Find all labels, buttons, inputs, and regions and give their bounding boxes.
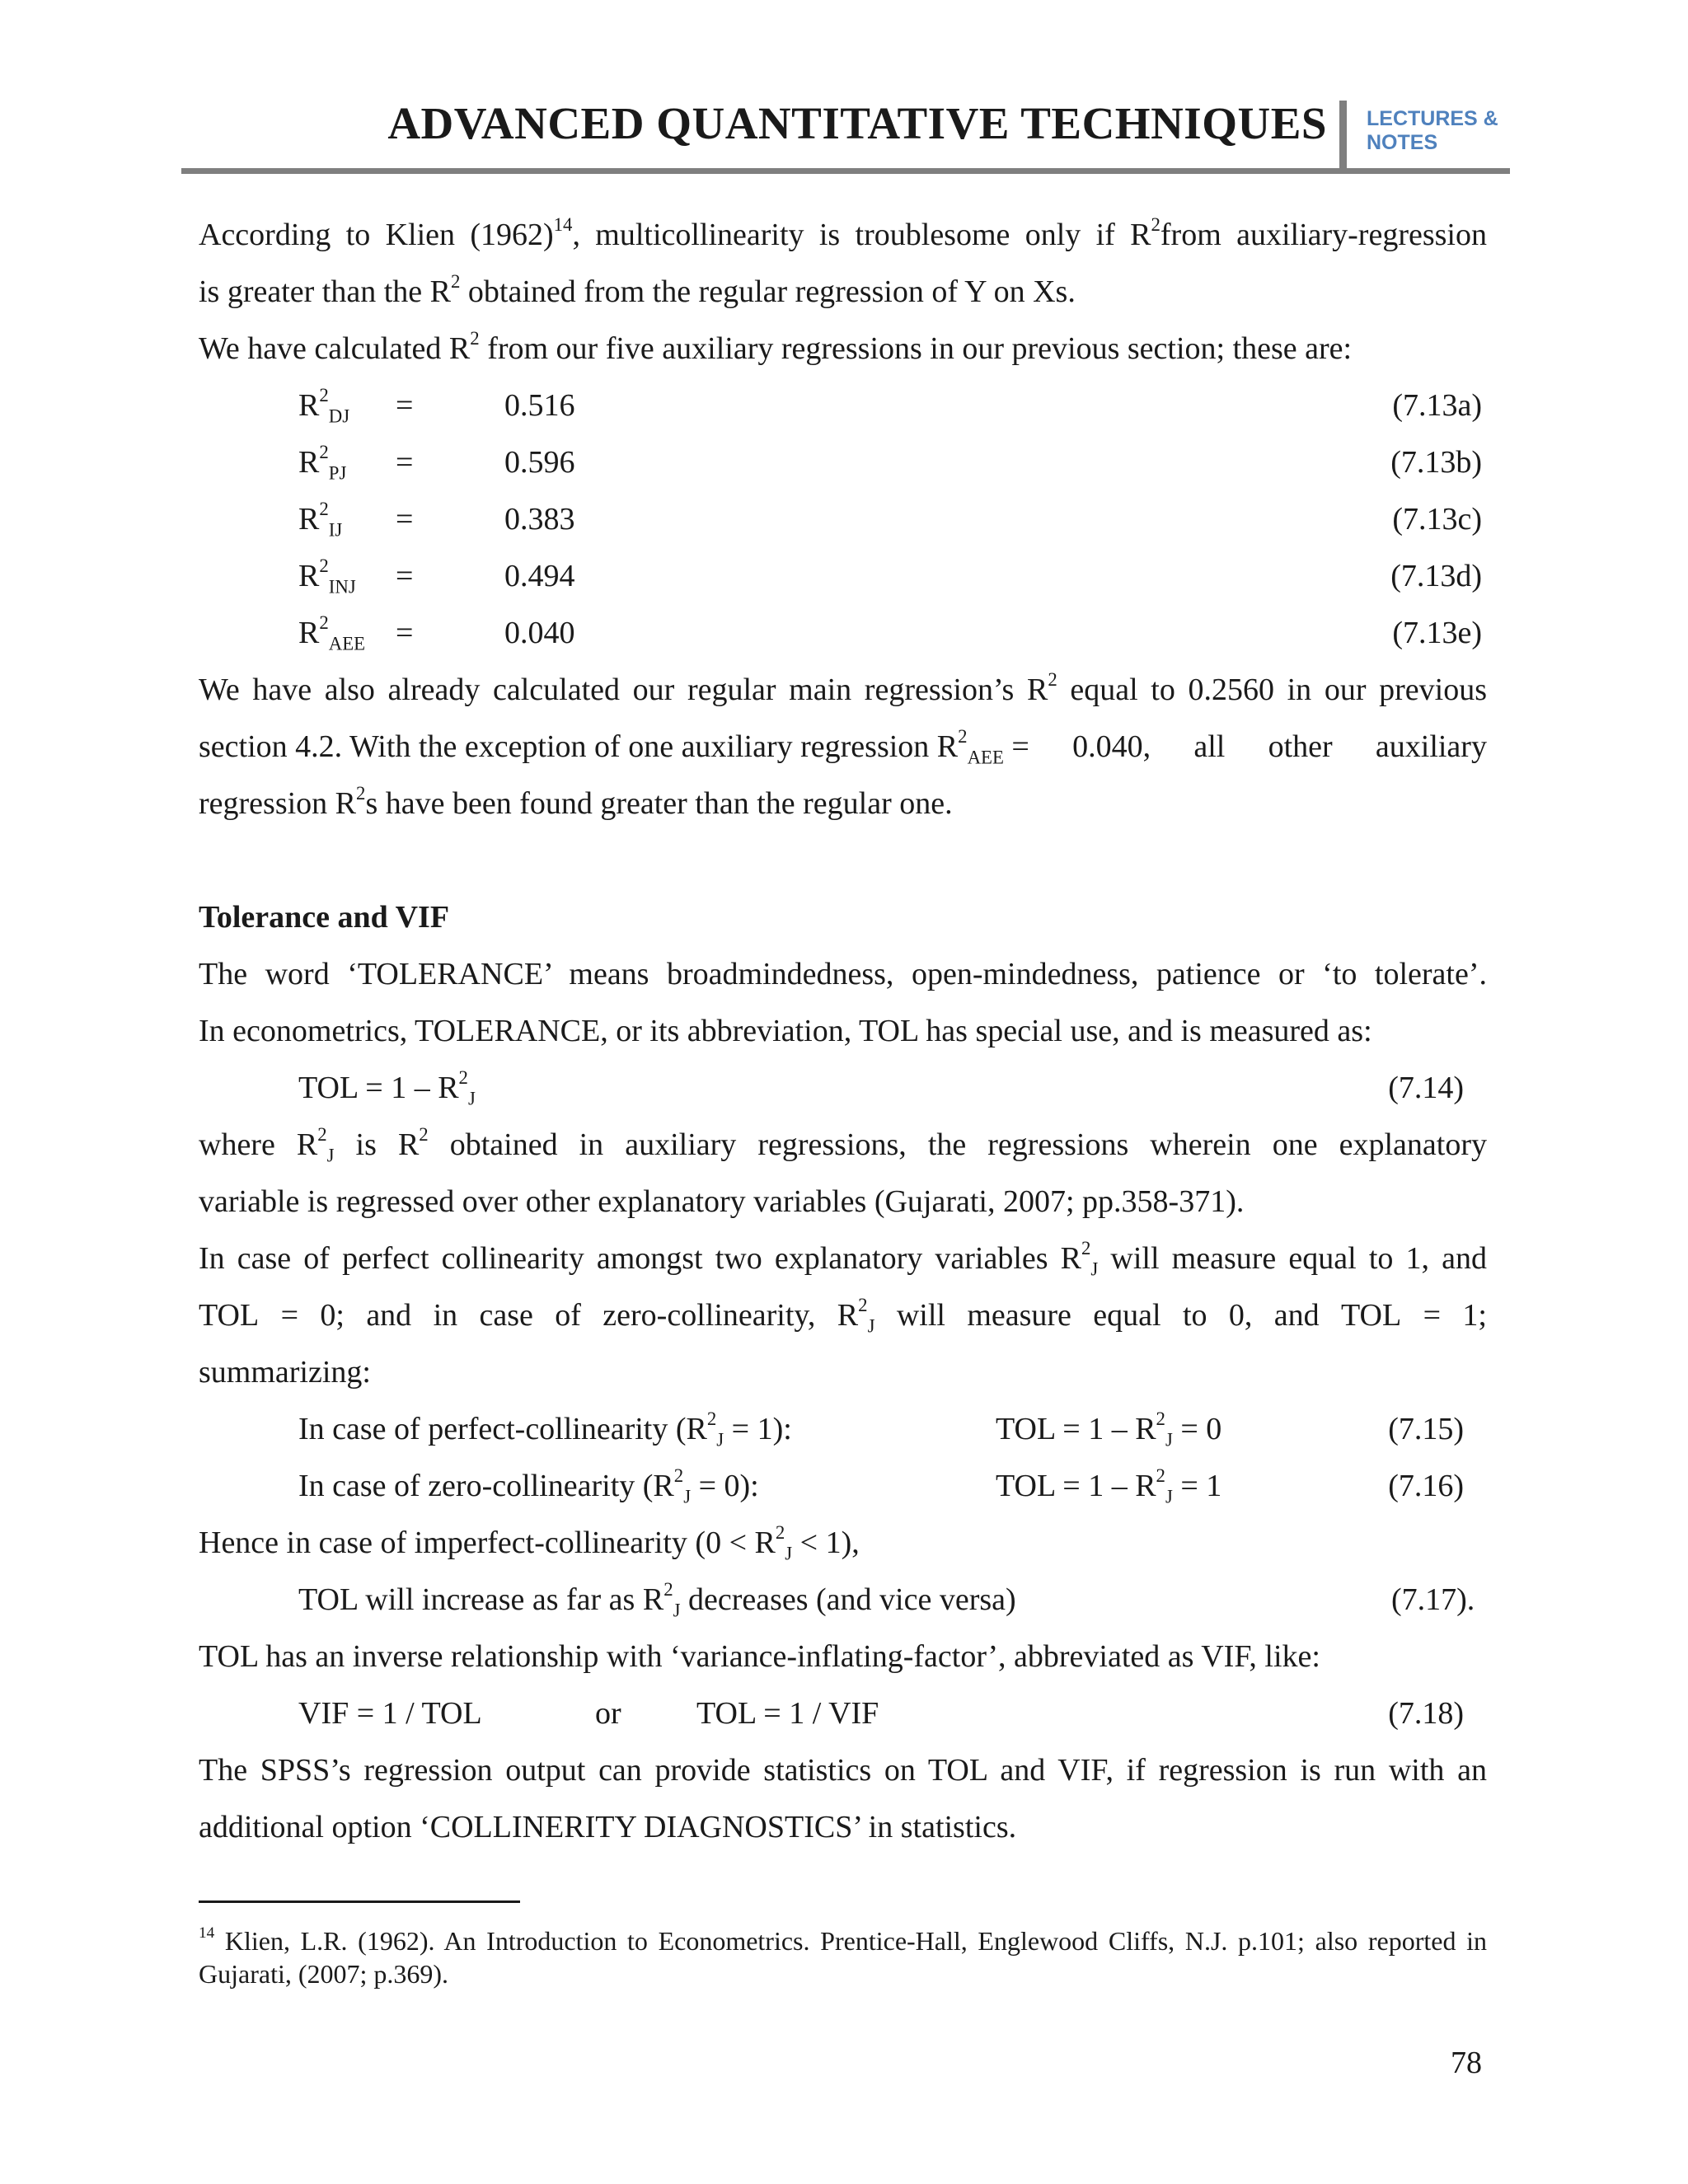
para6-line2	[199, 1294, 1487, 1337]
para5-word: obtained	[449, 1127, 558, 1162]
aux-equals: =	[396, 388, 414, 423]
aux-value: 0.516	[504, 388, 575, 423]
para6-word: $R^2_J$	[837, 1294, 875, 1337]
aux-equals: =	[396, 616, 414, 650]
para6-word: 0;	[320, 1298, 345, 1333]
para3-line2-lead: section 4.2. With the exception of one auxiliary regression $R^2_{AEE}$ =	[199, 725, 1029, 768]
para5-word: $R^2$	[397, 1123, 429, 1162]
para6-line1: In case of perfect collinearity amongst two explanatory variables $R^2_J$ will measure equal to 1, and	[199, 1237, 1487, 1280]
para3-word: 0.040,	[1072, 729, 1151, 764]
eq-7-15-right: TOL = $1 - R^2_J = 0$	[996, 1408, 1222, 1451]
para6-word: and	[1273, 1298, 1320, 1333]
para5-word: regressions,	[757, 1127, 907, 1162]
header-title: ADVANCED QUANTITATIVE TECHNIQUES	[387, 98, 1327, 148]
para6-word: to	[1182, 1298, 1207, 1333]
para5-word: $R^2_J$	[296, 1123, 335, 1166]
header-tag-line1: LECTURES &	[1367, 107, 1498, 130]
para5-word: wherein	[1150, 1127, 1251, 1162]
para3-line1: We have also already calculated our regular main regression’s $R^2$ equal to 0.2560 in our previous	[199, 668, 1487, 707]
para6-line3: summarizing:	[199, 1355, 371, 1390]
para9-line2: additional option ‘COLLINERITY DIAGNOSTICS’ in statistics.	[199, 1810, 1017, 1844]
eq-7-18-right: TOL = 1 / VIF	[696, 1696, 879, 1731]
para3-word: other	[1268, 729, 1333, 764]
header-tag	[1367, 107, 1498, 155]
eq-7-17: TOL will increase as far as $R^2_J$ decreases (and vice versa)	[298, 1578, 1016, 1621]
eqno-7-15: (7.15)	[1388, 1412, 1464, 1446]
para6-word: =	[1423, 1298, 1442, 1333]
header-divider	[1339, 101, 1347, 171]
para6-word: TOL	[199, 1298, 260, 1333]
para5-word: the	[927, 1127, 967, 1162]
aux-eqno: (7.13a)	[1392, 388, 1482, 423]
para9-line1: The SPSS’s regression output can provide statistics on TOL and VIF, if regression is run with an	[199, 1753, 1487, 1788]
eq-7-16-left: In case of zero-collinearity $(R^2_J = 0)$:	[298, 1465, 759, 1507]
eqno-7-17: (7.17).	[1391, 1582, 1475, 1617]
para5-word: where	[199, 1127, 275, 1162]
eq-7-18-left: VIF = 1 / TOL	[298, 1696, 482, 1731]
para3-word: all	[1193, 729, 1226, 764]
section-heading: Tolerance and VIF	[199, 900, 450, 935]
para4-line2: In econometrics, TOLERANCE, or its abbreviation, TOL has special use, and is measured as:	[199, 1014, 1372, 1048]
para5-word: one	[1272, 1127, 1318, 1162]
para6-word: TOL	[1341, 1298, 1402, 1333]
para5-word: is	[355, 1127, 377, 1162]
footnote-line1: $^{14}$ Klien, L.R. (1962). An Introduction to Econometrics. Prentice-Hall, Englewood Cliffs, N.J. p.101; also reported in	[199, 1924, 1487, 1956]
para6-word: will	[896, 1298, 945, 1333]
para5-line2: variable is regressed over other explanatory variables (Gujarati, 2007; pp.358-371).	[199, 1184, 1245, 1219]
para3-line3: regression $R^2s$ have been found greater than the regular one.	[199, 782, 953, 821]
eqno-7-14: (7.14)	[1388, 1071, 1464, 1105]
eqno-7-16: (7.16)	[1388, 1469, 1464, 1503]
equation-7-14: TOL = $1 - R^2_J$	[298, 1066, 476, 1109]
para5-line1	[199, 1123, 1487, 1166]
aux-label: $R^2_{IJ}$	[298, 498, 343, 541]
para1-line1: According to Klien $(1962)^{14}$, multicollinearity is troublesome only if $R^2from$ auxiliary-regression	[199, 213, 1487, 252]
aux-value: 0.383	[504, 502, 575, 537]
aux-eqno: (7.13e)	[1392, 616, 1482, 650]
header-tag-line2: NOTES	[1367, 131, 1438, 154]
para6-word: zero-collinearity,	[603, 1298, 816, 1333]
eqno-7-18: (7.18)	[1388, 1696, 1464, 1731]
para1-line2: is greater than the $R^2$ obtained from the regular regression of Y on Xs.	[199, 270, 1076, 309]
para2-line: We have calculated $R^2$ from our five auxiliary regressions in our previous section; these are:	[199, 327, 1353, 366]
para6-word: in	[433, 1298, 458, 1333]
eq-7-18-or: or	[595, 1696, 621, 1731]
aux-label: $R^2_{AEE}$	[298, 612, 366, 654]
para4-line1: The word ‘TOLERANCE’ means broadmindedness, open-mindedness, patience or ‘to tolerate’.	[199, 957, 1487, 991]
para8-line: TOL has an inverse relationship with ‘variance-inflating-factor’, abbreviated as VIF, like:	[199, 1639, 1320, 1674]
para6-word: and	[366, 1298, 412, 1333]
aux-eqno: (7.13b)	[1390, 445, 1482, 480]
aux-value: 0.494	[504, 559, 575, 593]
aux-equals: =	[396, 445, 414, 480]
aux-value: 0.596	[504, 445, 575, 480]
aux-label: $R^2_{DJ}$	[298, 384, 350, 427]
aux-label: $R^2_{INJ}$	[298, 555, 356, 598]
aux-value: 0.040	[504, 616, 575, 650]
eq-7-16-right: TOL = $1 - R^2_J = 1$	[996, 1465, 1222, 1507]
aux-equals: =	[396, 502, 414, 537]
para3-word: auxiliary	[1375, 729, 1487, 764]
para3-line2	[199, 725, 1487, 768]
footnote-rule	[199, 1900, 520, 1903]
aux-equals: =	[396, 559, 414, 593]
footnote-line2: Gujarati, (2007; p.369).	[199, 1959, 449, 1989]
para7-line: Hence in case of imperfect-collinearity $(0 < R^2_J < 1)$,	[199, 1521, 860, 1564]
aux-eqno: (7.13d)	[1390, 559, 1482, 593]
header-rule	[181, 168, 1510, 174]
para5-word: regressions	[987, 1127, 1129, 1162]
aux-eqno: (7.13c)	[1392, 502, 1482, 537]
para6-word: equal	[1093, 1298, 1161, 1333]
para5-word: explanatory	[1339, 1127, 1487, 1162]
aux-label: $R^2_{PJ}$	[298, 441, 347, 484]
para6-word: 1;	[1462, 1298, 1487, 1333]
para6-word: of	[555, 1298, 581, 1333]
para6-word: case	[479, 1298, 533, 1333]
para6-word: =	[280, 1298, 298, 1333]
page-number: 78	[1451, 2046, 1482, 2080]
eq-7-15-left: In case of perfect-collinearity $(R^2_J = 1)$:	[298, 1408, 792, 1451]
para6-word: 0,	[1228, 1298, 1253, 1333]
para6-word: measure	[967, 1298, 1071, 1333]
para5-word: auxiliary	[625, 1127, 737, 1162]
para5-word: in	[579, 1127, 604, 1162]
